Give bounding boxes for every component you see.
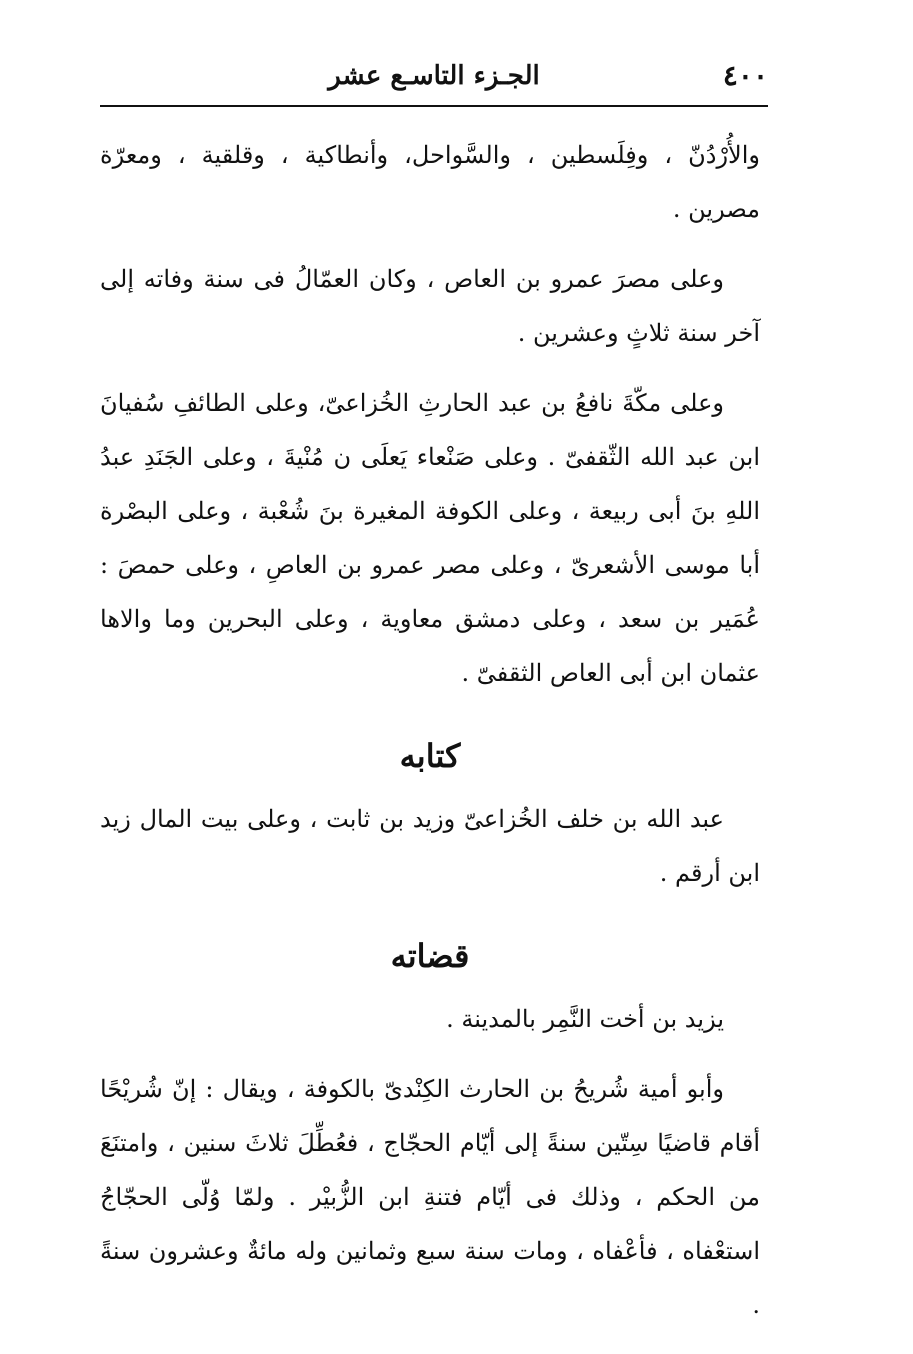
page-body: [100, 128, 760, 1348]
paragraph-egypt: وعلى مصرَ عمرو بن العاص ، وكان العمّالُ فى سنة وفاته إلى آخر سنة ثلاثٍ وعشرين .: [100, 265, 760, 347]
paragraph-judge-medina: يزيد بن أخت النَّمِر بالمدينة .: [446, 1005, 724, 1033]
section-heading-kitabuh: كتابه: [399, 737, 461, 775]
paragraph-regions: والأُرْدُنّ ، وفِلَسطين ، والسَّواحل، وأنطاكية ، وقلقية ، ومعرّة مصرين .: [100, 141, 760, 223]
section-heading-qudatuh: قضاته: [390, 937, 470, 975]
paragraph-judge-kufa: وأبو أمية شُريحُ بن الحارث الكِنْدىّ بالكوفة ، ويقال : إنّ شُريْحًا أقام قاضيًا سِتّين سنةً إلى أيّام الحجّاج ، فعُطِّلَ ثلاثَ سنين ، وامتنَعَ من الحكم ، وذلك فى أيّام فتنةِ ابن الزُّبيْر . ولمّا وُلّى الحجّاجُ استعْفاه ، فأعْفاه ، ومات سنة سبع وثمانين وله مائةٌ وعشرون سنةً .: [100, 1075, 760, 1319]
paragraph-scribes: عبد الله بن خلف الخُزاعىّ وزيد بن ثابت ، وعلى بيت المال زيد ابن أرقم .: [100, 805, 760, 887]
page-header: [100, 55, 768, 107]
paragraph-governors: وعلى مكّةَ نافعُ بن عبد الحارثِ الخُزاعىّ، وعلى الطائفِ سُفيانَ ابن عبد الله الثّقفىّ . وعلى صَنْعاء يَعلَى ن مُنْيةَ ، وعلى الجَنَدِ عبدُ اللهِ بنَ أبى ربيعة ، وعلى الكوفة المغيرة بنَ شُعْبة ، وعلى البصْرة أبا موسى الأشعرىّ ، وعلى مصر عمرو بن العاصِ ، وعلى حمصَ : عُمَير بن سعد ، وعلى دمشق معاوية ، وعلى البحرين وما والاها عثمان ابن أبى العاص الثقفىّ .: [100, 389, 760, 687]
page-number: ٤٠٠: [722, 59, 768, 92]
running-title: الجـزء التاسـع عشر: [328, 61, 540, 91]
